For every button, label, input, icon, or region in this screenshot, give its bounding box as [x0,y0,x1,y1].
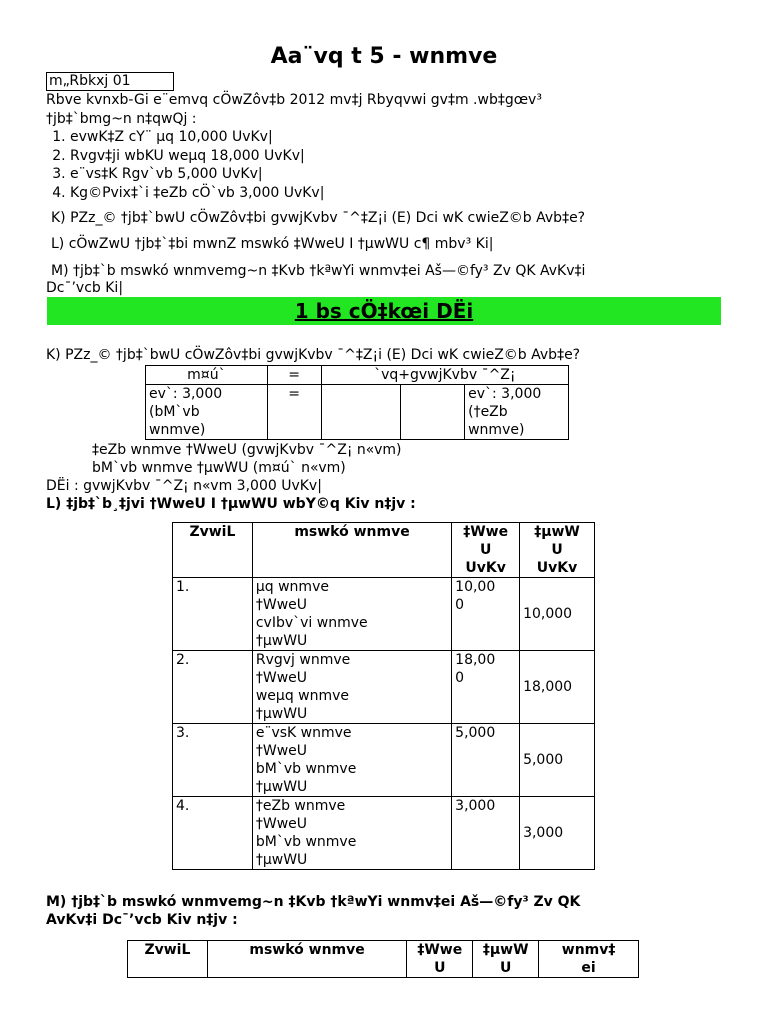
cell-debit: 18,00 0 [452,651,520,724]
cell-date: 4. [173,797,253,870]
table-row [146,366,569,385]
cell-accounts: Rvgvj wnmve †WweU weµq wnmve †µwWU [252,651,451,724]
column-header: ZvwiL [173,523,253,578]
question-m-cont: Dc¯’vcb Ki| [46,280,124,296]
debit-credit-table [172,522,595,870]
column-header: ZvwiL [128,941,208,978]
note-line: bM`vb wnmve †µwWU (m¤ú` n«vm) [92,460,346,476]
list-item: 1. evwK‡Z cY¨ µq 10,000 UvKv| [70,128,324,147]
table-row [173,651,595,724]
column-header: ‡Wwe U [407,941,473,978]
cell-accounts: †eZb wnmve †WweU bM`vb wnmve †µwWU [252,797,451,870]
list-item: 2. Rvgv‡ji wbKU weµq 18,000 UvKv| [70,147,324,166]
cell-empty [321,385,401,440]
column-header: ‡µwW U UvKv [520,523,595,578]
cell-accounts: e¨vsK wnmve †WweU bM`vb wnmve †µwWU [252,724,451,797]
column-header: ‡µwW U [473,941,539,978]
cell-credit: 18,000 [520,651,595,724]
cell-credit: 3,000 [520,797,595,870]
transaction-list [46,128,324,202]
answer-k-result: DËi : gvwjKvbv ¯^Z¡ n«vm 3,000 UvKv| [46,478,322,494]
cell-debit: 10,00 0 [452,578,520,651]
table-row [173,523,595,578]
cell-assets: ev`: 3,000 (bM`vb wnmve) [146,385,268,440]
question-k: K) PZz_© †jb‡`bwU cÖwZôv‡bi gvwjKvbv ¯^‡Z¡i (E) Dci wK cwieZ©b Avb‡e? [51,210,586,226]
note-line: ‡eZb wnmve †WweU (gvwjKvbv ¯^Z¡ n«vm) [92,442,402,458]
table-row [173,797,595,870]
table-row [173,578,595,651]
classification-table [127,940,639,978]
answer-m-heading-cont: AvKv‡i Dc¯’vcb Kiv n‡jv : [46,912,238,928]
cell-equity: ev`: 3,000 (†eZb wnmve) [465,385,569,440]
column-header: ‡Wwe U UvKv [452,523,520,578]
cell-credit: 5,000 [520,724,595,797]
page-title: Aa¨vq t 5 - wnmve [270,44,498,69]
cell-debit: 5,000 [452,724,520,797]
cell-date: 3. [173,724,253,797]
list-item: 3. e¨vs‡K Rgv`vb 5,000 UvKv| [70,165,324,184]
list-item: 4. Kg©Pvix‡`i ‡eZb cÖ`vb 3,000 UvKv| [70,184,324,203]
answer-k-question: K) PZz_© †jb‡`bwU cÖwZôv‡bi gvwjKvbv ¯^‡Z¡i (E) Dci wK cwieZ©b Avb‡e? [46,347,581,363]
cell-date: 2. [173,651,253,724]
intro-line-2: †jb‡`bmg~n n‡qwQj : [46,111,197,127]
column-header: mswkó wnmve [252,523,451,578]
header-equals: = [267,366,321,385]
column-header: wnmv‡ ei [539,941,639,978]
question-l: L) cÖwZwU †jb‡`‡bi mwnZ mswkó ‡WweU I †µwWU c¶ mbv³ Ki| [51,236,494,252]
answer-banner: 1 bs cÖ‡kœi DËi [47,297,721,325]
answer-l-heading: L) ‡jb‡`b¸‡jvi †WweU I †µwWU wbY©q Kiv n‡jv : [46,496,416,512]
cell-equals: = [267,385,321,440]
table-row [173,724,595,797]
cell-date: 1. [173,578,253,651]
table-row [128,941,639,978]
equation-table [145,365,569,440]
table-row [146,385,569,440]
example-label: m„Rbkxj 01 [46,72,174,91]
cell-debit: 3,000 [452,797,520,870]
cell-accounts: µq wnmve †WweU cvIbv`vi wnmve †µwWU [252,578,451,651]
intro-line-1: Rbve kvnxb-Gi e¨emvq cÖwZôv‡b 2012 mv‡j Rbyqvwi gv‡m .wb‡gœv³ [46,92,542,108]
cell-empty [401,385,465,440]
header-liabilities-equity: `vq+gvwjKvbv ¯^Z¡ [321,366,568,385]
answer-m-heading: M) †jb‡`b mswkó wnmvemg~n ‡Kvb †kªwYi wnmv‡ei Aš—©fy³ Zv QK [46,894,581,910]
cell-credit: 10,000 [520,578,595,651]
question-m: M) †jb‡`b mswkó wnmvemg~n ‡Kvb †kªwYi wnmv‡ei Aš—©fy³ Zv QK AvKv‡i [51,263,586,279]
column-header: mswkó wnmve [207,941,406,978]
header-assets: m¤ú` [146,366,268,385]
